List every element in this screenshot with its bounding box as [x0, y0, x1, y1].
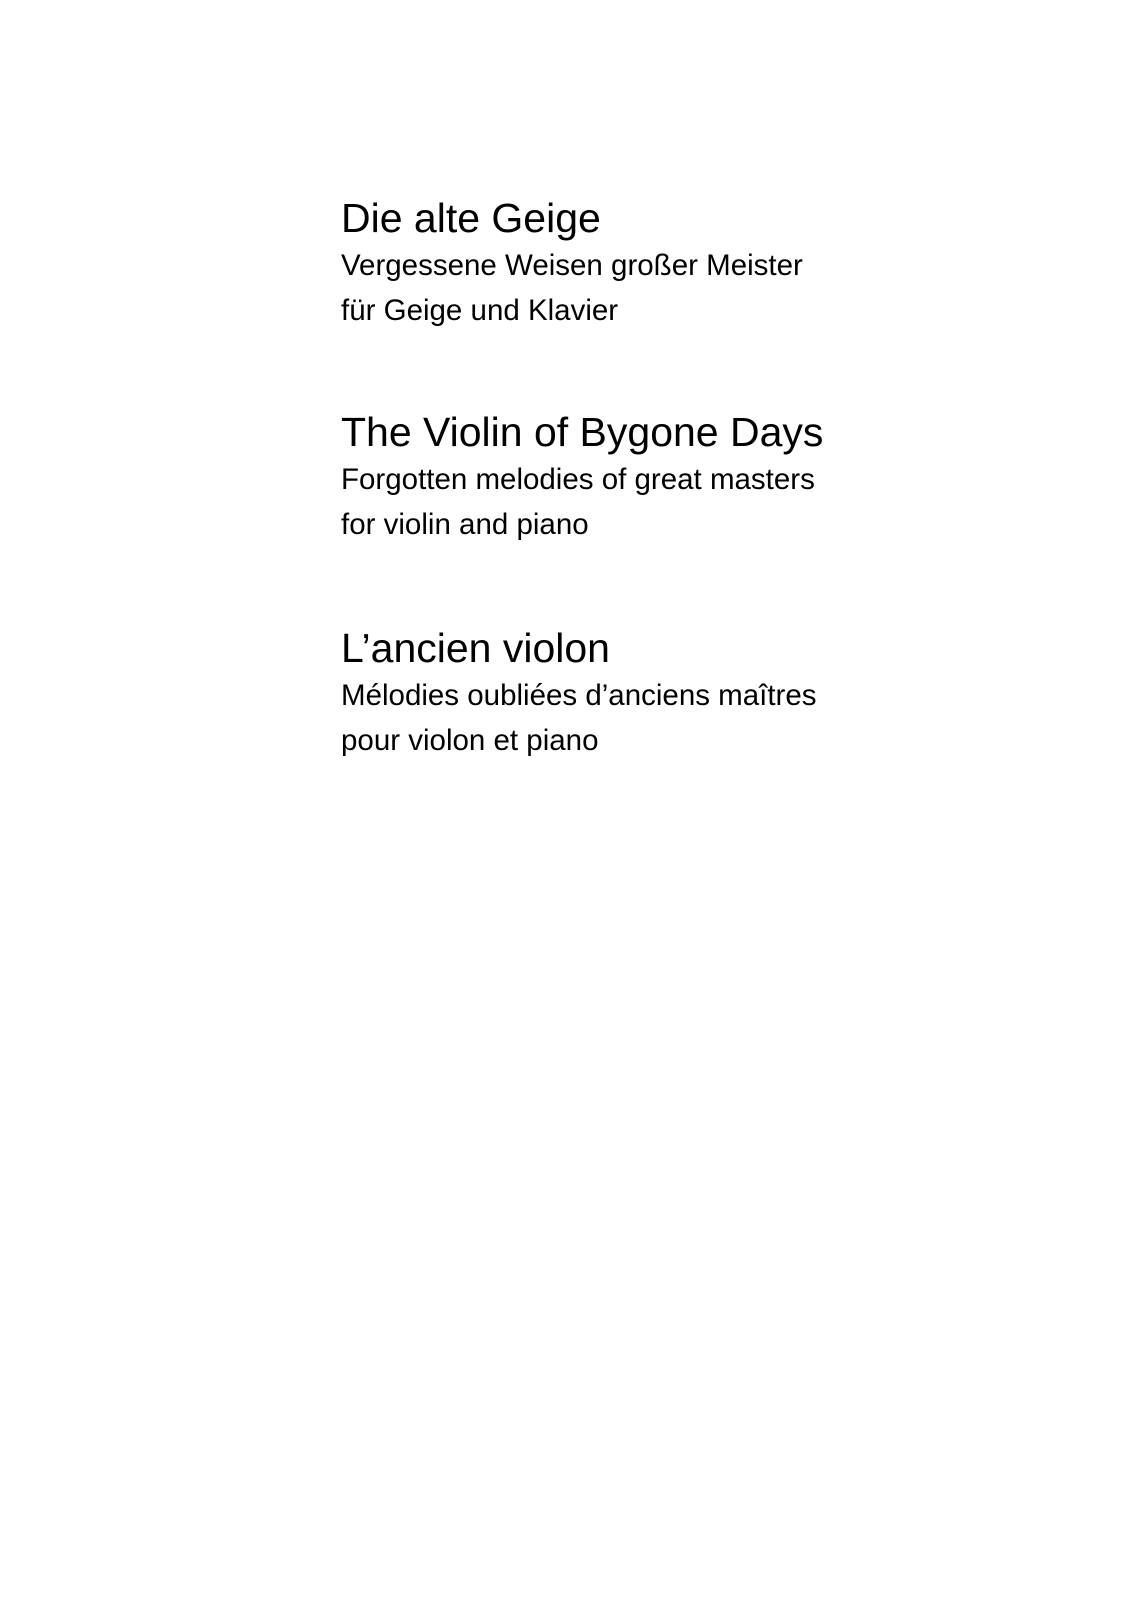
subtitle-english-line-1: Forgotten melodies of great masters — [341, 463, 815, 496]
subtitle-english-line-2: for violin and piano — [341, 508, 589, 541]
subtitle-french-line-2: pour violon et piano — [341, 724, 599, 757]
title-german: Die alte Geige — [341, 195, 601, 241]
subtitle-french-line-1: Mélodies oubliées d’anciens maîtres — [341, 679, 817, 712]
title-block-english — [341, 407, 1061, 547]
title-block-german — [341, 193, 1061, 333]
title-block-french — [341, 623, 1061, 763]
title-french: L’ancien violon — [341, 625, 610, 671]
subtitle-german-line-2: für Geige und Klavier — [341, 294, 619, 327]
subtitle-german-line-1: Vergessene Weisen großer Meister — [341, 249, 803, 282]
title-english: The Violin of Bygone Days — [341, 409, 824, 455]
